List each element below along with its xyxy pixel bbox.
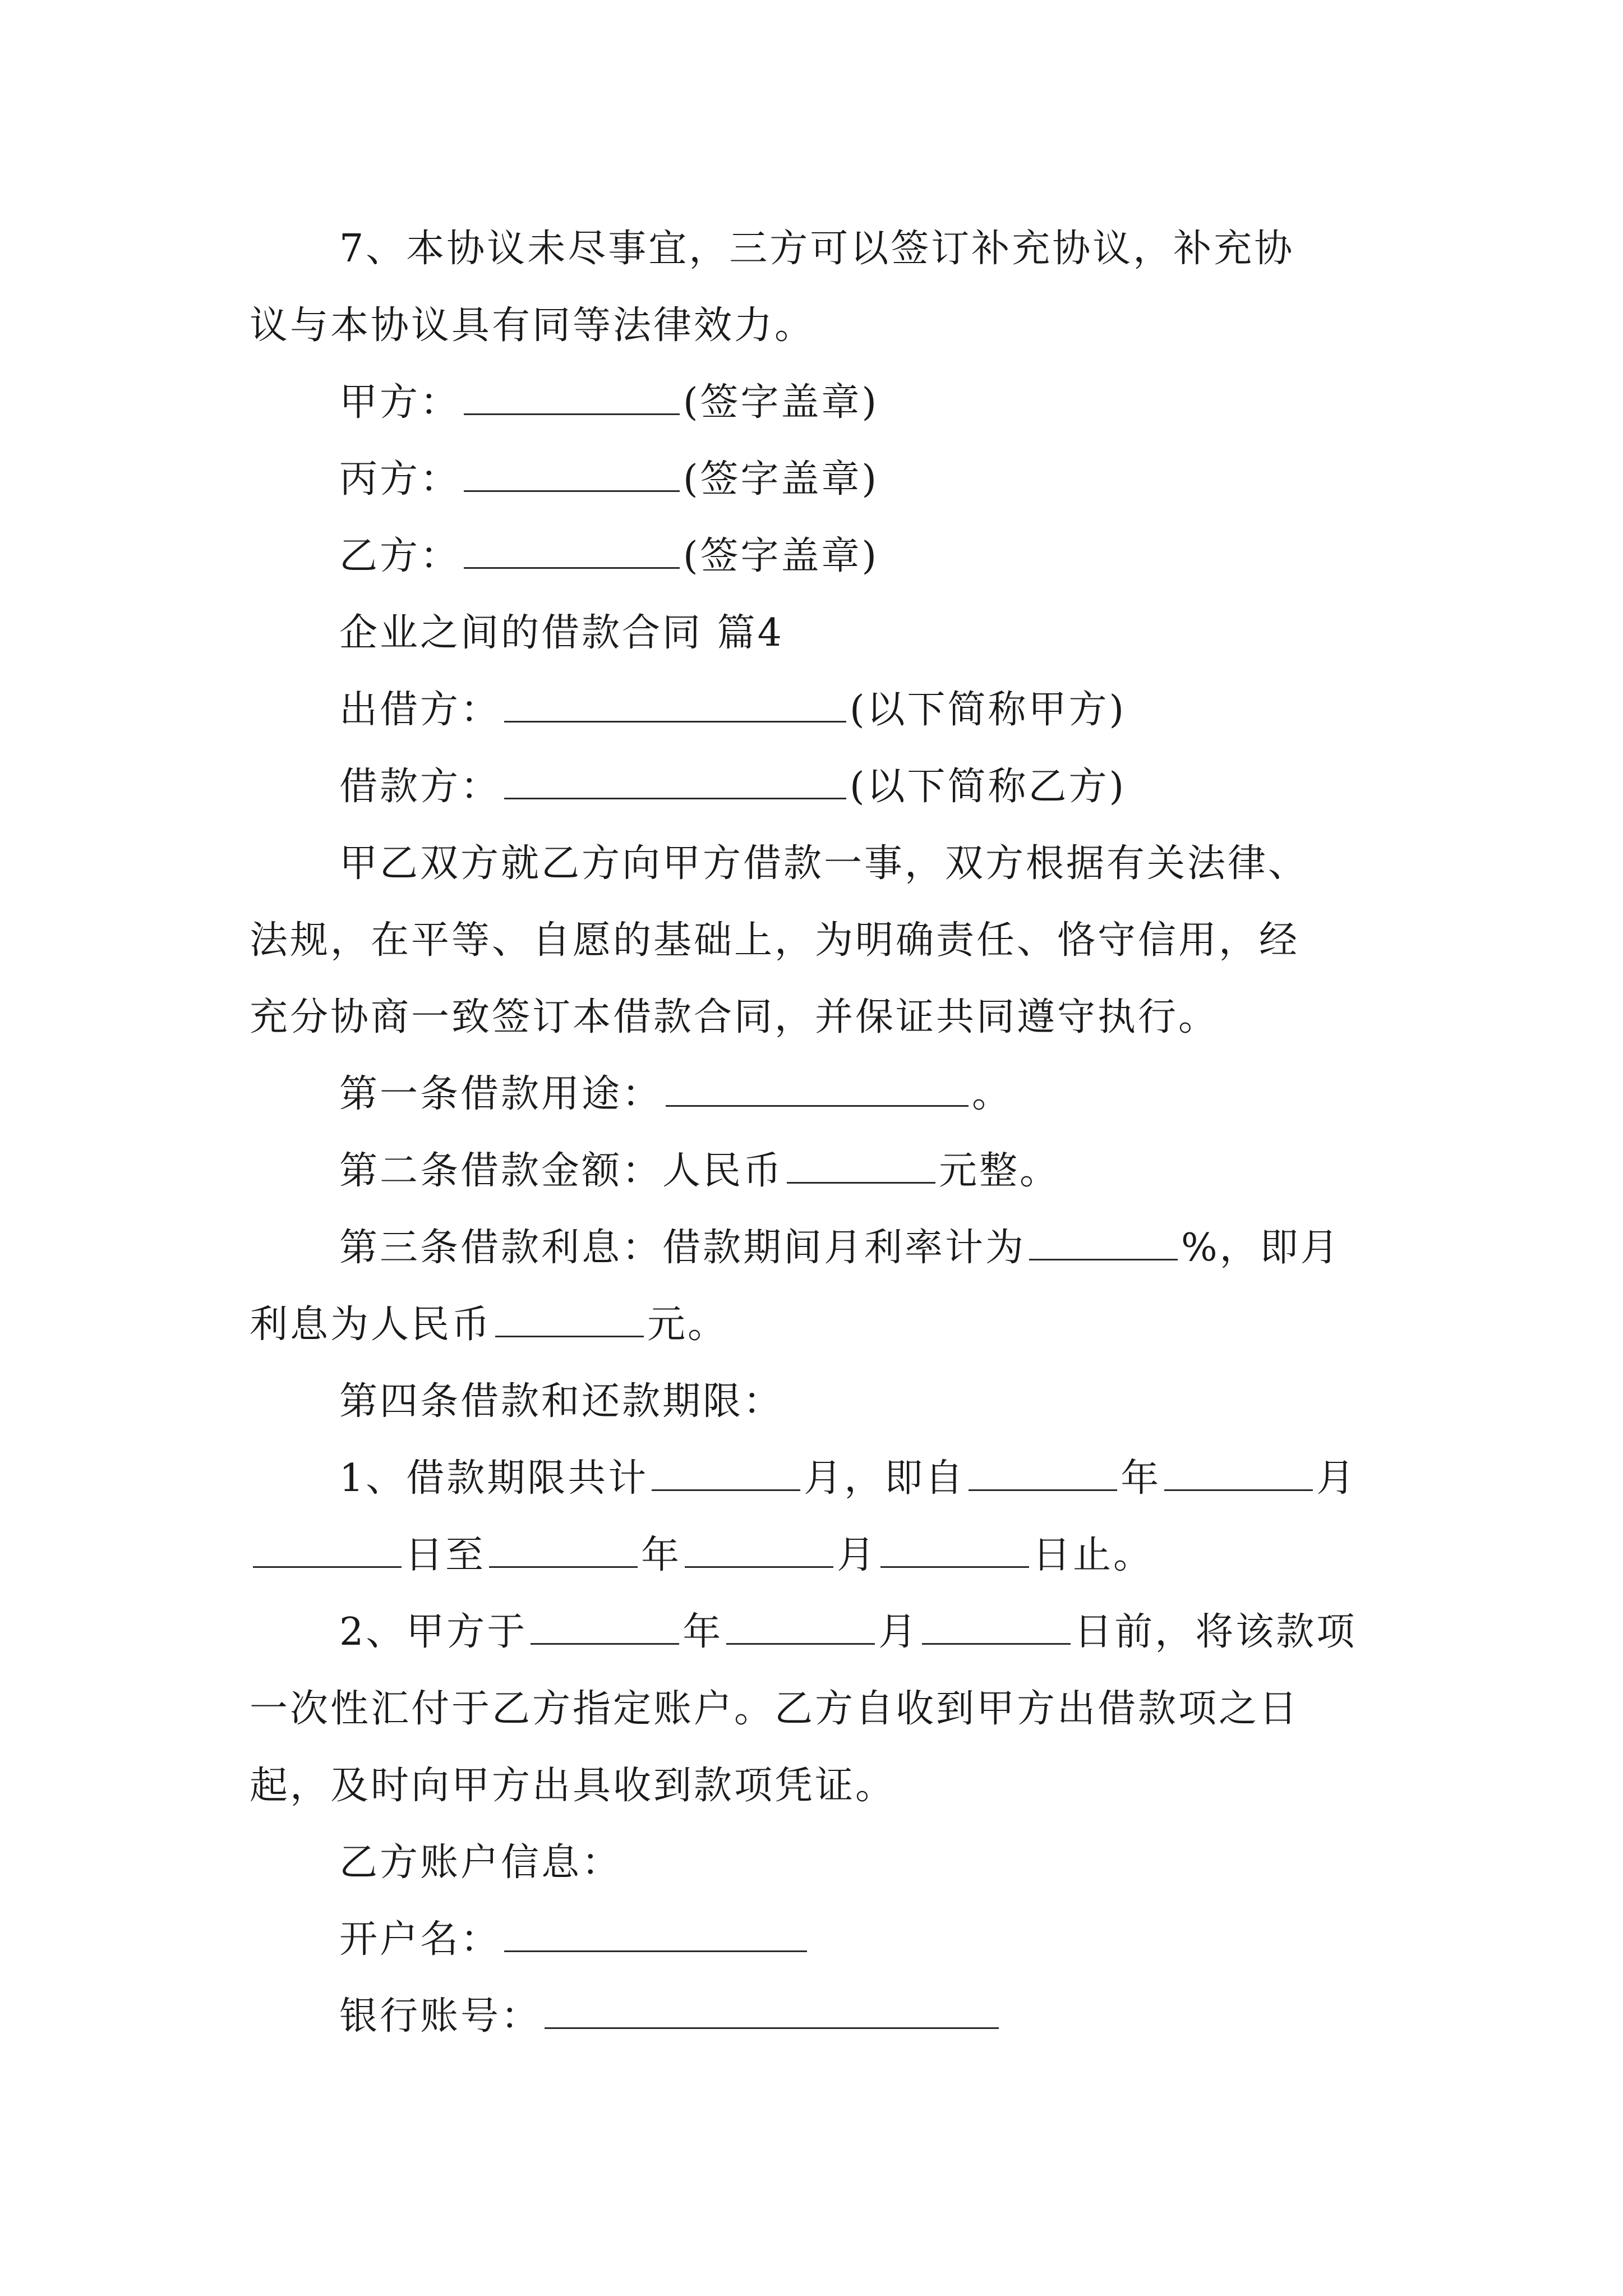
year-blank [489, 1534, 638, 1568]
year-blank [969, 1457, 1117, 1491]
text: 月 [837, 1533, 878, 1577]
text: 企业之间的借款合同 篇4 [339, 611, 784, 655]
suffix: 元。 [647, 1303, 728, 1347]
rate-blank [1029, 1226, 1178, 1260]
year-blank [531, 1611, 679, 1645]
text: 第四条借款和还款期限： [339, 1379, 784, 1424]
suffix: %，即月 [1181, 1226, 1341, 1270]
paragraph-line [250, 1286, 1399, 1363]
text: 乙方账户信息： [339, 1841, 623, 1885]
text: 甲乙双方就乙方向甲方借款一事，双方根据有关法律、 [339, 841, 1309, 886]
signature-line-party-c [250, 441, 1399, 518]
section-title [250, 595, 1399, 671]
document-body [250, 210, 1399, 2055]
label: 开户名： [339, 1917, 501, 1962]
article-1 [250, 1056, 1399, 1133]
lender-line [250, 671, 1399, 748]
label: 第一条借款用途： [339, 1072, 663, 1116]
signature-line-party-b [250, 518, 1399, 595]
label: 借款方： [339, 765, 501, 809]
day-blank [922, 1611, 1071, 1645]
interest-blank [495, 1303, 644, 1337]
bank-account-line [250, 1978, 1399, 2055]
account-name-blank [504, 1918, 807, 1952]
paragraph-line [250, 1747, 1399, 1824]
paragraph-line [250, 825, 1399, 902]
text: 议与本协议具有同等法律效力。 [250, 303, 815, 348]
text: 年 [1121, 1456, 1161, 1501]
paragraph-line [250, 902, 1399, 979]
text: 1、借款期限共计 [339, 1456, 649, 1501]
label: 甲方： [339, 380, 461, 425]
term-line [250, 1517, 1399, 1594]
month-blank [1164, 1457, 1313, 1491]
account-name-line [250, 1901, 1399, 1978]
text: 月 [1316, 1456, 1357, 1501]
article-2 [250, 1133, 1399, 1209]
signature-line-party-a [250, 364, 1399, 441]
suffix: (签字盖章) [683, 380, 879, 425]
months-blank [652, 1457, 800, 1491]
text: 月 [878, 1610, 919, 1654]
text: 年 [641, 1533, 682, 1577]
label: 银行账号： [339, 1994, 542, 2039]
text: 日至 [405, 1533, 486, 1577]
suffix: 。 [972, 1072, 1013, 1116]
text: 日止。 [1032, 1533, 1154, 1577]
article-4 [250, 1363, 1399, 1440]
lender-blank [504, 688, 846, 723]
suffix: (签字盖章) [683, 457, 879, 501]
paragraph-line [250, 287, 1399, 364]
signature-blank [464, 535, 680, 569]
amount-blank [787, 1149, 935, 1184]
day-blank [253, 1534, 402, 1568]
signature-blank [464, 458, 680, 492]
month-blank [726, 1611, 875, 1645]
text: 年 [683, 1610, 723, 1654]
text: 月，即自 [804, 1456, 966, 1501]
text: 充分协商一致签订本借款合同，并保证共同遵守执行。 [250, 995, 1219, 1039]
month-blank [685, 1534, 833, 1568]
suffix: (签字盖章) [683, 534, 879, 578]
label: 利息为人民币 [250, 1303, 492, 1347]
purpose-blank [666, 1073, 969, 1107]
text: 一次性汇付于乙方指定账户。乙方自收到甲方出借款项之日 [250, 1687, 1300, 1731]
label: 第三条借款利息：借款期间月利率计为 [339, 1226, 1026, 1270]
suffix: (以下简称甲方) [850, 688, 1127, 732]
text: 起，及时向甲方出具收到款项凭证。 [250, 1764, 896, 1808]
paragraph-line [250, 1671, 1399, 1747]
text: 日前，将该款项 [1074, 1610, 1357, 1654]
label: 丙方： [339, 457, 461, 501]
signature-blank [464, 381, 680, 415]
account-info-heading [250, 1824, 1399, 1901]
term-line [250, 1440, 1399, 1517]
text: 法规，在平等、自愿的基础上，为明确责任、恪守信用，经 [250, 918, 1300, 963]
label: 乙方： [339, 534, 461, 578]
borrower-blank [504, 765, 846, 799]
payment-line [250, 1594, 1399, 1671]
bank-account-blank [545, 1995, 999, 2029]
label: 出借方： [339, 688, 501, 732]
day-blank [880, 1534, 1029, 1568]
text: 2、甲方于 [339, 1610, 528, 1654]
label: 第二条借款金额：人民币 [339, 1149, 784, 1193]
suffix: (以下简称乙方) [850, 765, 1127, 809]
paragraph-line [250, 979, 1399, 1056]
paragraph-line [250, 210, 1399, 287]
borrower-line [250, 748, 1399, 825]
article-3 [250, 1209, 1399, 1286]
suffix: 元整。 [939, 1149, 1061, 1193]
text: 7、本协议未尽事宜，三方可以签订补充协议，补充协 [339, 227, 1295, 271]
